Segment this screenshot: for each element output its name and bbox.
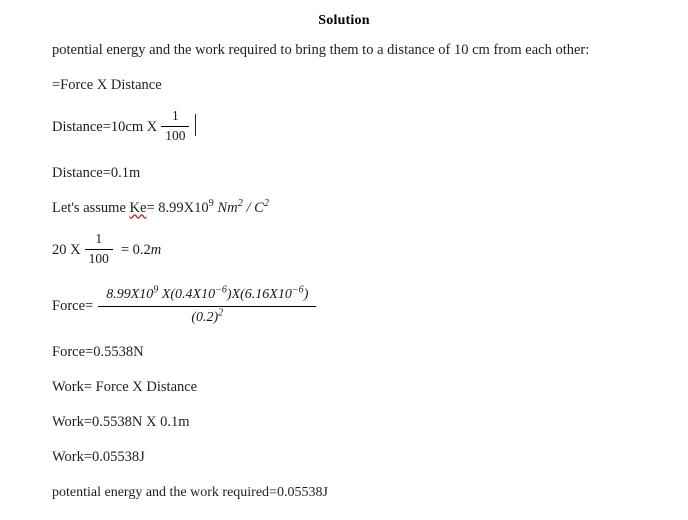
distance-result-line: Distance=0.1m xyxy=(52,164,141,181)
ke-prefix: Let's assume xyxy=(52,199,126,216)
document-body xyxy=(52,40,662,517)
force-denominator-exponent: 2 xyxy=(218,307,224,319)
twenty-fraction-numerator: 1 xyxy=(95,230,103,246)
twenty-fraction-denominator: 100 xyxy=(85,249,113,267)
work-formula-line: Work= Force X Distance xyxy=(52,379,198,396)
intro-line: potential energy and the work required to bring them to a distance of 10 cm from each other: xyxy=(52,42,590,58)
twenty-result-unit: m xyxy=(150,241,162,258)
twenty-result: = 0.2 xyxy=(120,241,151,258)
ke-exponent: 9 xyxy=(208,197,214,209)
page-title: Solution xyxy=(318,13,370,28)
twenty-fraction xyxy=(85,232,113,267)
ke-value: = 8.99X10 xyxy=(146,199,209,216)
force-label: Force= xyxy=(52,298,94,315)
ke-assumption-line xyxy=(52,198,662,219)
force-q1: X(0.4X10 xyxy=(158,287,216,303)
work-result-line: Work=0.05538J xyxy=(52,449,145,466)
force-equation-row xyxy=(52,284,662,326)
force-fraction-denominator xyxy=(98,306,316,326)
distance-fraction-denominator: 100 xyxy=(161,126,189,144)
force-k: 8.99X10 xyxy=(106,287,154,303)
force-q1-exponent: −6 xyxy=(215,284,227,296)
conclusion-line: potential energy and the work required=0.05538J xyxy=(52,484,328,500)
twenty-equation-row xyxy=(52,230,662,268)
force-q1-close: )X(6.16X10 xyxy=(226,287,292,303)
work-substitution-line: Work=0.5538N X 0.1m xyxy=(52,414,190,431)
text-caret xyxy=(195,114,196,136)
distance-equation-row xyxy=(52,110,662,145)
ke-units-divider: / C xyxy=(246,199,264,216)
force-fraction xyxy=(98,284,316,326)
distance-fraction xyxy=(161,109,189,144)
force-q2-close: ) xyxy=(303,287,309,303)
twenty-label: 20 X xyxy=(52,241,81,258)
force-q2-exponent: −6 xyxy=(291,284,304,296)
force-k-exponent: 9 xyxy=(153,284,159,296)
distance-label: Distance=10cm X xyxy=(52,118,158,135)
force-fraction-numerator xyxy=(98,284,316,306)
force-distance-line: =Force X Distance xyxy=(52,77,162,94)
ke-units: Nm xyxy=(217,199,238,216)
ke-units-exponent: 2 xyxy=(237,197,243,209)
distance-fraction-numerator: 1 xyxy=(171,108,179,124)
force-result-line: Force=0.5538N xyxy=(52,344,144,361)
ke-symbol: Ke xyxy=(129,199,147,216)
force-denominator-base: (0.2) xyxy=(191,310,219,326)
ke-units-divider-exponent: 2 xyxy=(263,197,269,209)
